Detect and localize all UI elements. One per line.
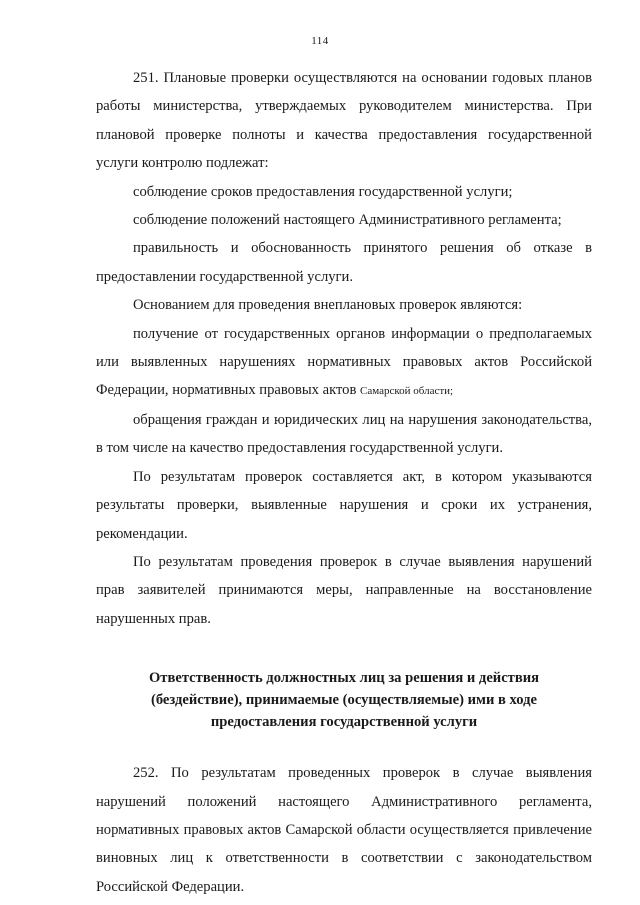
paragraph-251: 251. Плановые проверки осуществляются на основании годовых планов работы министерства, утверждаемых руководителем министерства. При плановой проверке полноты и качества предоставления государственной услуги контролю подлежат: (96, 70, 592, 172)
paragraph-control-item-2: соблюдение положений настоящего Административного регламента; (133, 212, 562, 229)
paragraph-act: По результатам проверок составляется акт, в котором указываются результаты проверки, выявленные нарушения и сроки их устранения, рекомендации. (96, 468, 592, 542)
section-gap (96, 733, 592, 759)
paragraph-basis-item-2: обращения граждан и юридических лиц на нарушения законодательства, в том числе на качество предоставления государственной услуги. (96, 411, 592, 457)
paragraph-252: 252. По результатам проведенных проверок в случае выявления нарушений положений настоящего Административного регламента, нормативных правовых актов Самарской области осуществляется привлечение виновных лиц к ответственности в соответствии с законодательством Российской Федерации. (96, 765, 592, 895)
page-number: 114 (311, 35, 329, 47)
basis-item-1-text: получение от государственных органов информации о предполагаемых или выявленных нарушениях нормативных правовых актов Российской Федерации, нормативных правовых актов (96, 325, 592, 399)
paragraph-control-item-3: правильность и обоснованность принятого решения об отказе в предоставлении государственной услуги. (96, 240, 592, 285)
paragraph-basis-item-1 (96, 320, 592, 406)
section-heading: Ответственность должностных лиц за решения и действия (бездействие), принимаемые (осуществляемые) ими в ходе предоставления государственной услуги (148, 670, 540, 731)
basis-item-1-small-tail: Самарской области; (359, 385, 454, 398)
paragraph-control-item-1: соблюдение сроков предоставления государственной услуги; (133, 183, 513, 200)
document-body (96, 64, 592, 901)
paragraph-measures: По результатам проведения проверок в случае выявления нарушений прав заявителей принимаются меры, направленные на восстановление нарушенных прав. (96, 553, 592, 627)
paragraph-unscheduled-basis: Основанием для проведения внеплановых проверок являются: (133, 297, 523, 314)
